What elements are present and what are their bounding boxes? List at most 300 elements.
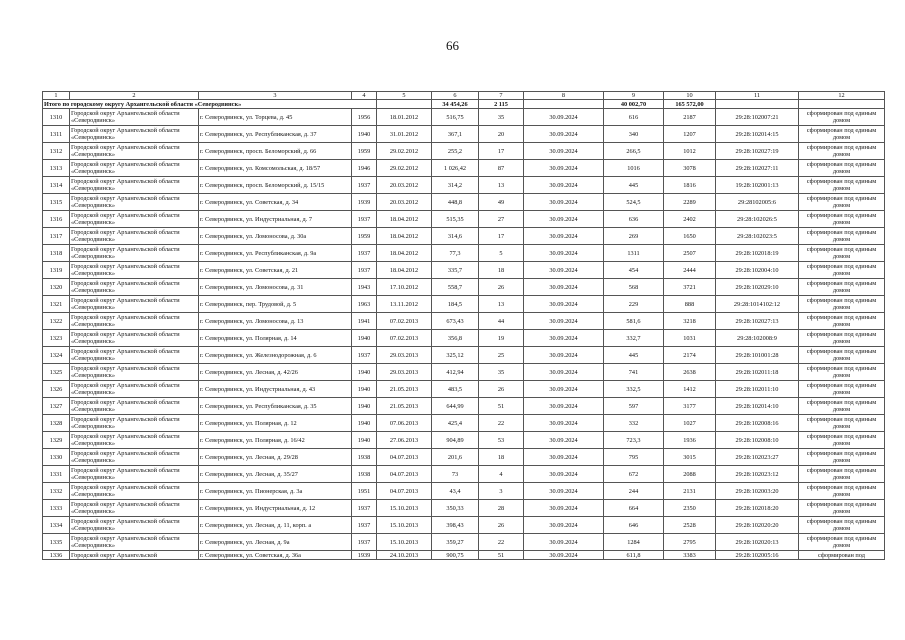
decision-date: 18.04.2012 (377, 245, 432, 262)
residents-count: 13 (479, 177, 524, 194)
address: г. Северодвинск, ул. Пионерская, д. 3а (199, 483, 352, 500)
row-number: 1310 (43, 109, 70, 126)
decision-date: 29.02.2012 (377, 143, 432, 160)
decision-date: 15.10.2013 (377, 517, 432, 534)
land-plot-status: сформирован под единым домом (799, 313, 885, 330)
registry-table (42, 91, 885, 560)
column-number: 2 (70, 92, 199, 100)
residents-count: 44 (479, 313, 524, 330)
value-col9: 266,5 (604, 143, 664, 160)
land-plot-status: сформирован под единым домом (799, 347, 885, 364)
land-plot-status: сформирован под единым домом (799, 126, 885, 143)
residents-count: 19 (479, 330, 524, 347)
decision-date: 18.04.2012 (377, 211, 432, 228)
area: 325,12 (432, 347, 479, 364)
column-number: 11 (716, 92, 799, 100)
cadastral-number: 29:28:102020:13 (716, 534, 799, 551)
value-col10: 2131 (664, 483, 716, 500)
address: г. Северодвинск, ул. Полярная, д. 16/42 (199, 432, 352, 449)
table-row (43, 143, 885, 160)
table-row (43, 517, 885, 534)
land-plot-status: сформирован под единым домом (799, 449, 885, 466)
row-number: 1312 (43, 143, 70, 160)
build-year: 1938 (352, 449, 377, 466)
residents-count: 17 (479, 143, 524, 160)
total-empty-cell (799, 100, 885, 109)
address: г. Северодвинск, ул. Советская, д. 34 (199, 194, 352, 211)
owner-name: Городской округ Архангельской области «Северодвинск» (70, 347, 199, 364)
row-number: 1319 (43, 262, 70, 279)
area: 314,6 (432, 228, 479, 245)
row-number: 1313 (43, 160, 70, 177)
build-year: 1956 (352, 109, 377, 126)
owner-name: Городской округ Архангельской области «Северодвинск» (70, 330, 199, 347)
value-col10: 2350 (664, 500, 716, 517)
value-col10: 2638 (664, 364, 716, 381)
land-plot-status: сформирован под единым домом (799, 245, 885, 262)
cadastral-number: 29:28:102023:12 (716, 466, 799, 483)
cadastral-number: 29:28:102018:19 (716, 245, 799, 262)
owner-name: Городской округ Архангельской области «Северодвинск» (70, 194, 199, 211)
value-col9: 332 (604, 415, 664, 432)
residents-count: 27 (479, 211, 524, 228)
row-number: 1318 (43, 245, 70, 262)
residents-count: 4 (479, 466, 524, 483)
decision-date: 04.07.2013 (377, 466, 432, 483)
deadline-date: 30.09.2024 (524, 228, 604, 245)
build-year: 1937 (352, 500, 377, 517)
address: г. Северодвинск, ул. Республиканская, д. 37 (199, 126, 352, 143)
build-year: 1937 (352, 517, 377, 534)
table-row (43, 160, 885, 177)
table-row (43, 466, 885, 483)
table-row (43, 245, 885, 262)
value-col9: 269 (604, 228, 664, 245)
residents-count: 35 (479, 364, 524, 381)
table-row (43, 296, 885, 313)
residents-count: 22 (479, 415, 524, 432)
land-plot-status: сформирован под единым домом (799, 330, 885, 347)
row-number: 1321 (43, 296, 70, 313)
deadline-date: 30.09.2024 (524, 398, 604, 415)
decision-date: 21.05.2013 (377, 381, 432, 398)
residents-count: 22 (479, 534, 524, 551)
area: 314,2 (432, 177, 479, 194)
column-number: 1 (43, 92, 70, 100)
value-col10: 2402 (664, 211, 716, 228)
area: 359,27 (432, 534, 479, 551)
value-col10: 3177 (664, 398, 716, 415)
land-plot-status: сформирован под единым домом (799, 194, 885, 211)
land-plot-status: сформирован под единым домом (799, 381, 885, 398)
value-col9: 597 (604, 398, 664, 415)
deadline-date: 30.09.2024 (524, 160, 604, 177)
row-number: 1329 (43, 432, 70, 449)
build-year: 1946 (352, 160, 377, 177)
cadastral-number: 29:28:102014:15 (716, 126, 799, 143)
cadastral-number: 29:28:102027:13 (716, 313, 799, 330)
land-plot-status: сформирован под (799, 551, 885, 560)
decision-date: 20.03.2012 (377, 177, 432, 194)
owner-name: Городской округ Архангельской области «Северодвинск» (70, 109, 199, 126)
value-col10: 2174 (664, 347, 716, 364)
owner-name: Городской округ Архангельской области «Северодвинск» (70, 296, 199, 313)
total-empty-cell (524, 100, 604, 109)
row-number: 1326 (43, 381, 70, 398)
page-number: 66 (446, 38, 459, 53)
address: г. Северодвинск, ул. Торцева, д. 45 (199, 109, 352, 126)
area: 43,4 (432, 483, 479, 500)
area: 77,3 (432, 245, 479, 262)
deadline-date: 30.09.2024 (524, 143, 604, 160)
total-empty-cell (716, 100, 799, 109)
value-col10: 1027 (664, 415, 716, 432)
build-year: 1959 (352, 228, 377, 245)
build-year: 1937 (352, 347, 377, 364)
table-row (43, 228, 885, 245)
address: г. Северодвинск, ул. Индустриальная, д. 12 (199, 500, 352, 517)
area: 904,89 (432, 432, 479, 449)
table-row-partial (43, 551, 885, 560)
cadastral-number: 19:28:102001:13 (716, 177, 799, 194)
value-col9: 568 (604, 279, 664, 296)
address: г. Северодвинск, ул. Индустриальная, д. 7 (199, 211, 352, 228)
owner-name: Городской округ Архангельской области «Северодвинск» (70, 500, 199, 517)
area: 1 026,42 (432, 160, 479, 177)
residents-count: 26 (479, 279, 524, 296)
value-col9: 1284 (604, 534, 664, 551)
value-col10: 1650 (664, 228, 716, 245)
residents-count: 25 (479, 347, 524, 364)
build-year: 1940 (352, 364, 377, 381)
value-col9: 332,7 (604, 330, 664, 347)
value-col10: 2795 (664, 534, 716, 551)
decision-date: 18.04.2012 (377, 262, 432, 279)
table-row (43, 364, 885, 381)
value-col9: 581,6 (604, 313, 664, 330)
cadastral-number: 29:28:102029:10 (716, 279, 799, 296)
table-row (43, 347, 885, 364)
value-col9: 454 (604, 262, 664, 279)
build-year: 1940 (352, 330, 377, 347)
decision-date: 31.01.2012 (377, 126, 432, 143)
deadline-date: 30.09.2024 (524, 245, 604, 262)
column-number-row (43, 92, 885, 100)
cadastral-number: 29:28102005:6 (716, 194, 799, 211)
value-col10: 3721 (664, 279, 716, 296)
address: г. Северодвинск, ул. Полярная, д. 14 (199, 330, 352, 347)
table-row (43, 177, 885, 194)
area: 483,5 (432, 381, 479, 398)
residents-count: 18 (479, 449, 524, 466)
value-col10: 1816 (664, 177, 716, 194)
decision-date: 21.05.2013 (377, 398, 432, 415)
residents-count: 18 (479, 262, 524, 279)
table-row (43, 381, 885, 398)
value-col10: 3015 (664, 449, 716, 466)
owner-name: Городской округ Архангельской области «Северодвинск» (70, 160, 199, 177)
row-number: 1333 (43, 500, 70, 517)
total-area: 34 454,26 (432, 100, 479, 109)
residents-count: 3 (479, 483, 524, 500)
build-year: 1937 (352, 534, 377, 551)
build-year: 1940 (352, 415, 377, 432)
column-number: 6 (432, 92, 479, 100)
owner-name: Городской округ Архангельской области «Северодвинск» (70, 245, 199, 262)
area: 184,5 (432, 296, 479, 313)
row-number: 1322 (43, 313, 70, 330)
decision-date: 18.01.2012 (377, 109, 432, 126)
owner-name: Городской округ Архангельской области «Северодвинск» (70, 228, 199, 245)
value-col10: 2088 (664, 466, 716, 483)
owner-name: Городской округ Архангельской области «Северодвинск» (70, 313, 199, 330)
deadline-date: 30.09.2024 (524, 466, 604, 483)
table-row (43, 432, 885, 449)
decision-date: 17.10.2012 (377, 279, 432, 296)
area: 558,7 (432, 279, 479, 296)
deadline-date: 30.09.2024 (524, 330, 604, 347)
owner-name: Городской округ Архангельской (70, 551, 199, 560)
column-number: 7 (479, 92, 524, 100)
cadastral-number: 29:28:101001:28 (716, 347, 799, 364)
value-col10: 3383 (664, 551, 716, 560)
value-col9: 616 (604, 109, 664, 126)
deadline-date: 30.09.2024 (524, 347, 604, 364)
row-number: 1314 (43, 177, 70, 194)
value-col9: 664 (604, 500, 664, 517)
address: г. Северодвинск, просп. Беломорский, д. 66 (199, 143, 352, 160)
address: г. Северодвинск, ул. Ломоносова, д. 30а (199, 228, 352, 245)
deadline-date: 30.09.2024 (524, 211, 604, 228)
build-year: 1959 (352, 143, 377, 160)
decision-date: 04.07.2013 (377, 483, 432, 500)
decision-date: 04.07.2013 (377, 449, 432, 466)
area: 201,6 (432, 449, 479, 466)
value-col9: 229 (604, 296, 664, 313)
deadline-date: 30.09.2024 (524, 534, 604, 551)
value-col9: 672 (604, 466, 664, 483)
decision-date: 29.02.2012 (377, 160, 432, 177)
table-row (43, 330, 885, 347)
address: г. Северодвинск, ул. Лесная, д. 29/28 (199, 449, 352, 466)
decision-date: 07.02.2013 (377, 330, 432, 347)
deadline-date: 30.09.2024 (524, 432, 604, 449)
residents-count: 51 (479, 551, 524, 560)
owner-name: Городской округ Архангельской области «Северодвинск» (70, 262, 199, 279)
row-number: 1327 (43, 398, 70, 415)
residents-count: 17 (479, 228, 524, 245)
owner-name: Городской округ Архангельской области «Северодвинск» (70, 364, 199, 381)
total-empty-cell (377, 100, 432, 109)
land-plot-status: сформирован под единым домом (799, 466, 885, 483)
land-plot-status: сформирован под единым домом (799, 160, 885, 177)
table-row (43, 262, 885, 279)
value-col9: 741 (604, 364, 664, 381)
value-col9: 1016 (604, 160, 664, 177)
table-row (43, 483, 885, 500)
build-year: 1937 (352, 245, 377, 262)
total-label: Итого по городскому округу Архангельской области «Северодвинск» (43, 100, 377, 109)
cadastral-number: 29:28:102005:16 (716, 551, 799, 560)
build-year: 1939 (352, 194, 377, 211)
build-year: 1938 (352, 466, 377, 483)
land-plot-status: сформирован под единым домом (799, 517, 885, 534)
value-col9: 332,5 (604, 381, 664, 398)
row-number: 1316 (43, 211, 70, 228)
table-row (43, 279, 885, 296)
row-number: 1311 (43, 126, 70, 143)
table-row (43, 415, 885, 432)
build-year: 1939 (352, 551, 377, 560)
address: г. Северодвинск, ул. Лесная, д. 9а (199, 534, 352, 551)
value-col10: 2507 (664, 245, 716, 262)
table-row (43, 109, 885, 126)
land-plot-status: сформирован под единым домом (799, 534, 885, 551)
row-number: 1320 (43, 279, 70, 296)
land-plot-status: сформирован под единым домом (799, 364, 885, 381)
row-number: 1335 (43, 534, 70, 551)
owner-name: Городской округ Архангельской области «Северодвинск» (70, 398, 199, 415)
residents-count: 28 (479, 500, 524, 517)
row-number: 1331 (43, 466, 70, 483)
deadline-date: 30.09.2024 (524, 109, 604, 126)
owner-name: Городской округ Архангельской области «Северодвинск» (70, 466, 199, 483)
build-year: 1963 (352, 296, 377, 313)
value-col10: 3078 (664, 160, 716, 177)
cadastral-number: 29:28:102007:21 (716, 109, 799, 126)
deadline-date: 30.09.2024 (524, 262, 604, 279)
table-row (43, 449, 885, 466)
land-plot-status: сформирован под единым домом (799, 415, 885, 432)
decision-date: 27.06.2013 (377, 432, 432, 449)
table-row (43, 500, 885, 517)
value-col10: 2444 (664, 262, 716, 279)
deadline-date: 30.09.2024 (524, 483, 604, 500)
row-number: 1315 (43, 194, 70, 211)
cadastral-number: 29:28:102023:27 (716, 449, 799, 466)
value-col9: 611,8 (604, 551, 664, 560)
area: 412,94 (432, 364, 479, 381)
residents-count: 5 (479, 245, 524, 262)
cadastral-number: 29:28:102027:11 (716, 160, 799, 177)
column-number: 8 (524, 92, 604, 100)
land-plot-status: сформирован под единым домом (799, 262, 885, 279)
row-number: 1317 (43, 228, 70, 245)
address: г. Северодвинск, ул. Советская, д. 36а (199, 551, 352, 560)
table-row (43, 398, 885, 415)
cadastral-number: 29:28:102011:18 (716, 364, 799, 381)
area: 448,8 (432, 194, 479, 211)
value-col10: 2289 (664, 194, 716, 211)
area: 356,8 (432, 330, 479, 347)
deadline-date: 30.09.2024 (524, 551, 604, 560)
column-number: 9 (604, 92, 664, 100)
row-number: 1324 (43, 347, 70, 364)
build-year: 1937 (352, 211, 377, 228)
column-number: 12 (799, 92, 885, 100)
address: г. Северодвинск, ул. Советская, д. 21 (199, 262, 352, 279)
land-plot-status: сформирован под единым домом (799, 211, 885, 228)
land-plot-status: сформирован под единым домом (799, 279, 885, 296)
residents-count: 49 (479, 194, 524, 211)
cadastral-number: 29:28:102004:10 (716, 262, 799, 279)
owner-name: Городской округ Архангельской области «Северодвинск» (70, 126, 199, 143)
column-number: 4 (352, 92, 377, 100)
deadline-date: 30.09.2024 (524, 279, 604, 296)
address: г. Северодвинск, ул. Ломоносова, д. 13 (199, 313, 352, 330)
residents-count: 87 (479, 160, 524, 177)
build-year: 1943 (352, 279, 377, 296)
value-col9: 524,5 (604, 194, 664, 211)
deadline-date: 30.09.2024 (524, 313, 604, 330)
owner-name: Городской округ Архангельской области «Северодвинск» (70, 381, 199, 398)
cadastral-number: 29:28:102026:5 (716, 211, 799, 228)
land-plot-status: сформирован под единым домом (799, 228, 885, 245)
build-year: 1940 (352, 126, 377, 143)
area: 350,33 (432, 500, 479, 517)
area: 900,75 (432, 551, 479, 560)
address: г. Северодвинск, ул. Лесная, д. 11, корп. а (199, 517, 352, 534)
area: 398,43 (432, 517, 479, 534)
total-col10: 165 572,00 (664, 100, 716, 109)
decision-date: 13.11.2012 (377, 296, 432, 313)
cadastral-number: 29:28:102023:5 (716, 228, 799, 245)
address: г. Северодвинск, ул. Индустриальная, д. 43 (199, 381, 352, 398)
value-col9: 445 (604, 177, 664, 194)
residents-count: 26 (479, 381, 524, 398)
row-number: 1332 (43, 483, 70, 500)
total-people: 2 115 (479, 100, 524, 109)
value-col9: 1311 (604, 245, 664, 262)
value-col10: 888 (664, 296, 716, 313)
value-col9: 646 (604, 517, 664, 534)
land-plot-status: сформирован под единым домом (799, 109, 885, 126)
cadastral-number: 29:28:1014102:12 (716, 296, 799, 313)
decision-date: 07.06.2013 (377, 415, 432, 432)
decision-date: 24.10.2013 (377, 551, 432, 560)
residents-count: 35 (479, 109, 524, 126)
deadline-date: 30.09.2024 (524, 126, 604, 143)
table-row (43, 211, 885, 228)
total-col9: 40 002,70 (604, 100, 664, 109)
land-plot-status: сформирован под единым домом (799, 483, 885, 500)
total-row (43, 100, 885, 109)
table-row (43, 313, 885, 330)
cadastral-number: 29:28:102008:10 (716, 432, 799, 449)
value-col10: 1012 (664, 143, 716, 160)
value-col10: 2528 (664, 517, 716, 534)
build-year: 1937 (352, 262, 377, 279)
cadastral-number: 29:28:102027:19 (716, 143, 799, 160)
table-row (43, 126, 885, 143)
address: г. Северодвинск, ул. Ломоносова, д. 31 (199, 279, 352, 296)
area: 335,7 (432, 262, 479, 279)
row-number: 1336 (43, 551, 70, 560)
value-col10: 1031 (664, 330, 716, 347)
residents-count: 53 (479, 432, 524, 449)
build-year: 1937 (352, 177, 377, 194)
build-year: 1940 (352, 381, 377, 398)
owner-name: Городской округ Архангельской области «Северодвинск» (70, 534, 199, 551)
row-number: 1334 (43, 517, 70, 534)
decision-date: 18.04.2012 (377, 228, 432, 245)
deadline-date: 30.09.2024 (524, 500, 604, 517)
owner-name: Городской округ Архангельской области «Северодвинск» (70, 279, 199, 296)
build-year: 1941 (352, 313, 377, 330)
address: г. Северодвинск, пер. Трудовой, д. 5 (199, 296, 352, 313)
area: 255,2 (432, 143, 479, 160)
value-col10: 3218 (664, 313, 716, 330)
